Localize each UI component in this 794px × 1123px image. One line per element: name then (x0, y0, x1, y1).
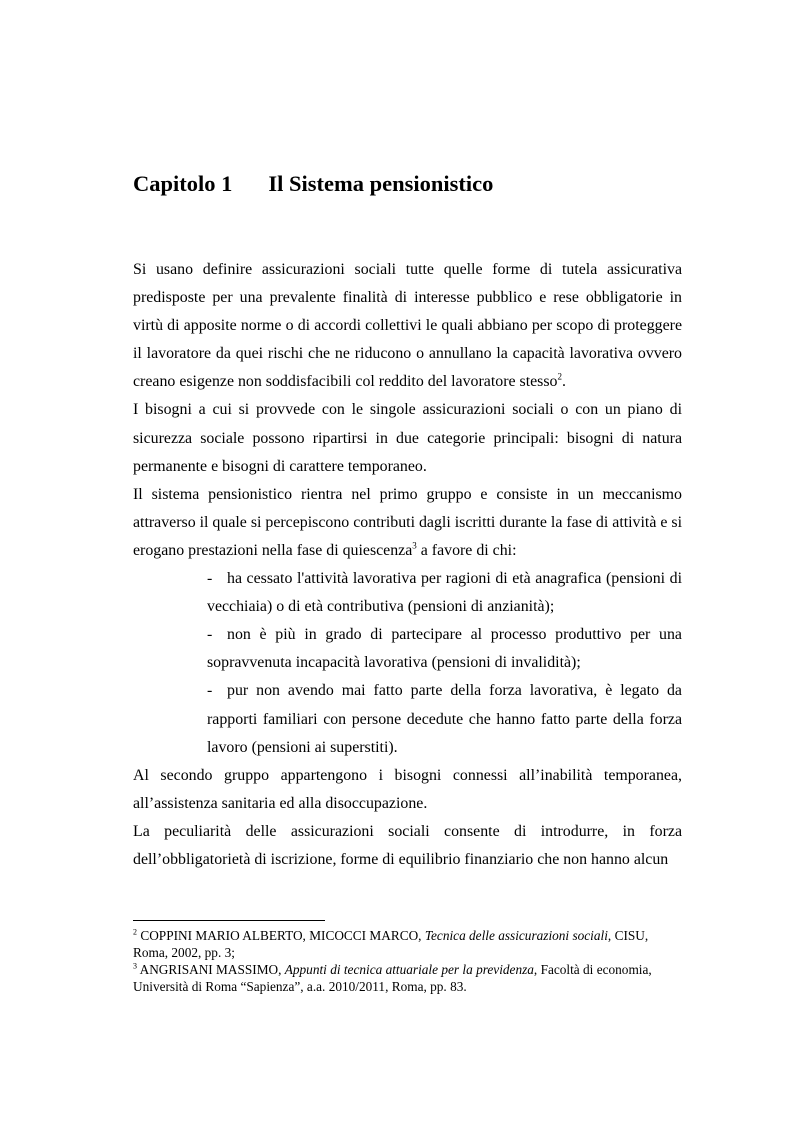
footnote-ref-3: 3 (412, 540, 417, 551)
paragraph-3 (133, 481, 682, 565)
chapter-number: Capitolo 1 (133, 171, 233, 196)
paragraph-1-end: . (562, 373, 566, 391)
footnote-authors: ANGRISANI MASSIMO, (137, 962, 285, 977)
paragraph-1-text: Si usano definire assicurazioni sociali tutte quelle forme di tutela assicurativa predisposte per una prevalente finalità di interesse pubblico e rese obbligatorie in virtù di apposite norme o di accordi collettivi le quali abbiano per scopo di proteggere il lavoratore da quei rischi che ne riducono o annullano la capacità lavorativa ovvero creano esigenze non soddisfacibili col reddito del lavoratore stesso (133, 261, 682, 391)
paragraph-5: La peculiarità delle assicurazioni sociali consente di introdurre, in forza dell’obbligatorietà di iscrizione, forme di equilibrio finanziario che non hanno alcun (133, 822, 682, 868)
footnote-book-title: Tecnica delle assicurazioni sociali (424, 928, 608, 943)
footnote-ref-2: 2 (557, 372, 562, 383)
footnote-publication: , CISU, Roma, 2002, pp. 3; (133, 928, 649, 960)
body-text (133, 256, 682, 874)
list-bullet-marker: - (207, 626, 213, 644)
list-bullet-marker: - (207, 682, 213, 700)
paragraph-3-end: a favore di chi: (416, 541, 517, 559)
paragraph-3-text: Il sistema pensionistico rientra nel primo gruppo e consiste in un meccanismo attraverso il quale si percepiscono contributi dagli iscritti durante la fase di attività e si erogano prestazioni nella fase di quiescenza (133, 485, 682, 559)
list-item-text: ha cessato l'attività lavorativa per ragioni di età anagrafica (pensioni di vecchiaia) o di età contributiva (pensioni di anzianità); (207, 570, 682, 616)
chapter-heading (133, 170, 493, 198)
footnote-publication: , Facoltà di economia, Università di Roma “Sapienza”, a.a. 2010/2011, Roma, pp. 83. (133, 962, 652, 994)
footnote-mark: 3 (133, 961, 137, 971)
footnote-authors: COPPINI MARIO ALBERTO, MICOCCI MARCO, (137, 928, 425, 943)
paragraph-2: I bisogni a cui si provvede con le singole assicurazioni sociali o con un piano di sicurezza sociale possono ripartirsi in due categorie principali: bisogni di natura permanente e bisogni di carattere temporaneo. (133, 401, 682, 475)
footnote-separator (133, 920, 325, 921)
footnote-book-title: Appunti di tecnica attuariale per la previdenza (284, 962, 534, 977)
list-item (207, 621, 682, 677)
list-item (207, 565, 682, 621)
list-bullet-marker: - (207, 570, 213, 588)
list-item-text: non è più in grado di partecipare al processo produttivo per una sopravvenuta incapacità lavorativa (pensioni di invalidità); (207, 626, 682, 672)
list-item (207, 677, 682, 761)
footnote-mark: 2 (133, 927, 137, 937)
chapter-title: Il Sistema pensionistico (268, 171, 494, 196)
pension-beneficiaries-list (133, 565, 682, 762)
footnote-2 (133, 927, 682, 961)
footnote-3 (133, 961, 682, 995)
paragraph-4: Al secondo gruppo appartengono i bisogni connessi all’inabilità temporanea, all’assistenza sanitaria ed alla disoccupazione. (133, 766, 682, 812)
list-item-text: pur non avendo mai fatto parte della forza lavorativa, è legato da rapporti familiari con persone decedute che hanno fatto parte della forza lavoro (pensioni ai superstiti). (207, 682, 682, 756)
footnotes (133, 927, 682, 995)
paragraph-1 (133, 256, 682, 396)
